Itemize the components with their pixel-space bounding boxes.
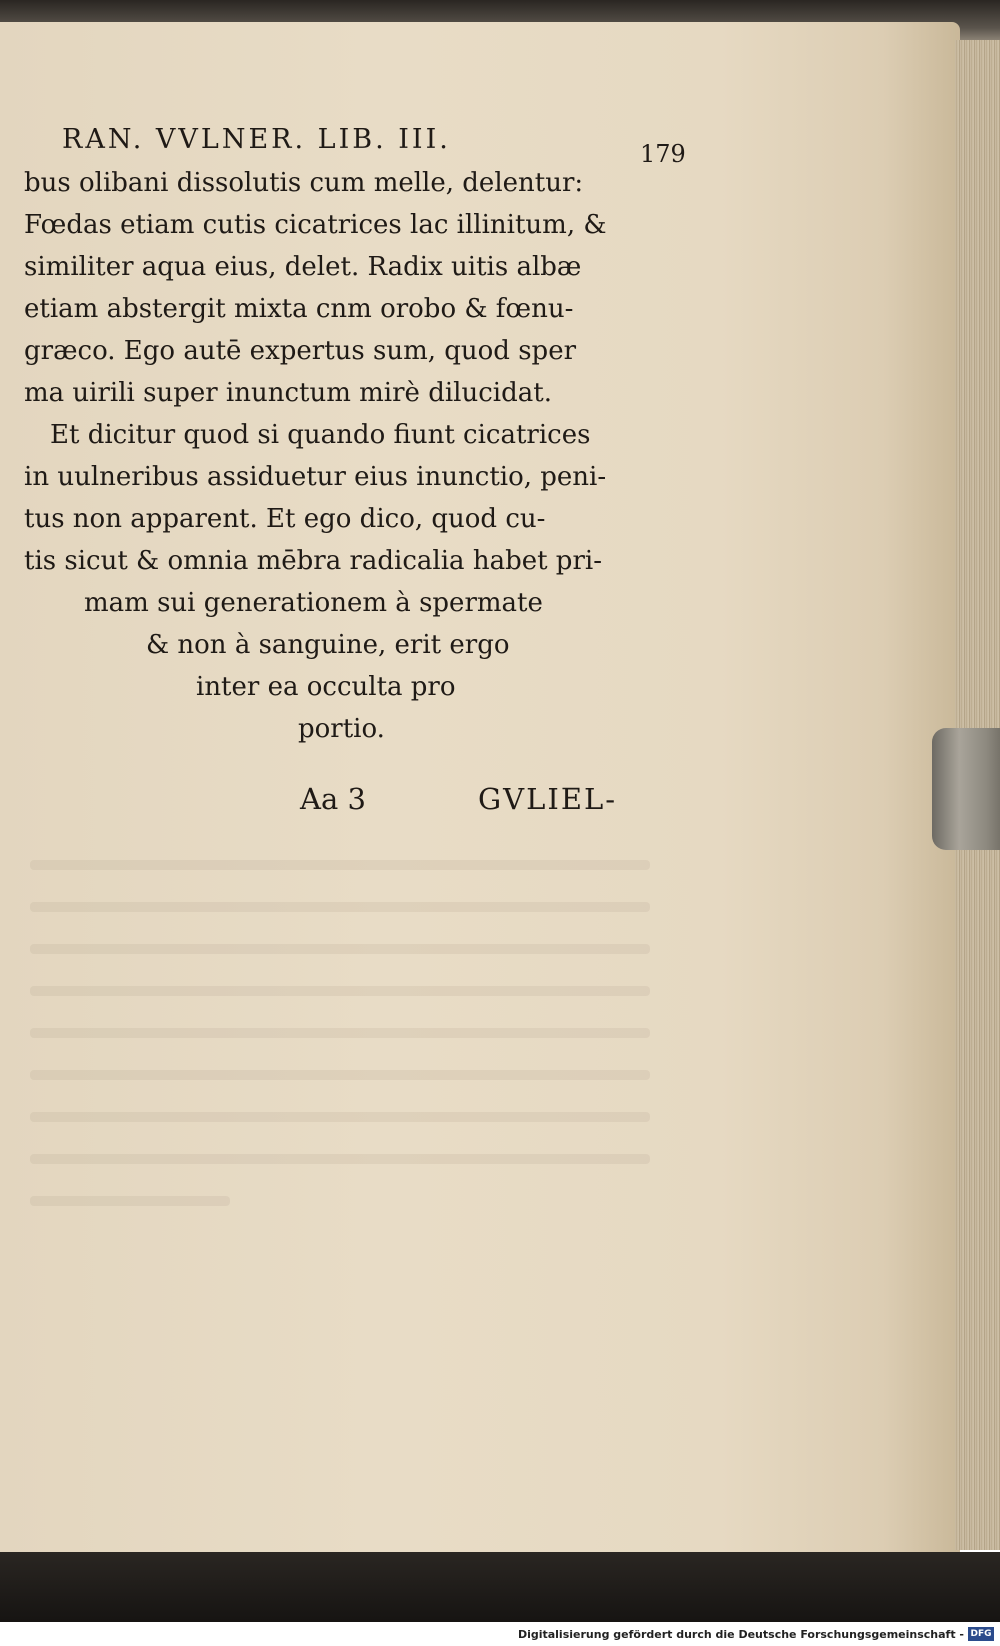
bleed-through-line [30, 1112, 650, 1122]
bleed-through-line [30, 860, 650, 870]
body-line-3: similiter aqua eius, delet. Radix uitis albæ [24, 252, 582, 282]
bookmark-tab [932, 728, 1000, 850]
book-bottom-edge [0, 1552, 1000, 1622]
body-line-9: tus non apparent. Et ego dico, quod cu- [24, 504, 546, 534]
funding-credit: Digitalisierung gefördert durch die Deutsche Forschungsgemeinschaft - [517, 1628, 964, 1641]
bleed-through-line [30, 1028, 650, 1038]
bleed-through-line [30, 1070, 650, 1080]
catchword: GVLIEL- [478, 782, 618, 816]
bleed-through-line [30, 1196, 230, 1206]
body-line-11: mam sui generationem à spermate [84, 588, 543, 618]
body-line-13: inter ea occulta pro [196, 672, 456, 702]
body-line-10: tis sicut & omnia mēbra radicalia habet pri- [24, 546, 602, 576]
bleed-through-line [30, 986, 650, 996]
body-line-6: ma uirili super inunctum mirè dilucidat. [24, 378, 552, 408]
bleed-through-line [30, 944, 650, 954]
dfg-logo-icon: DFG [968, 1627, 994, 1641]
body-line-4: etiam abstergit mixta cnm orobo & fœnu- [24, 294, 574, 324]
body-line-14: portio. [298, 714, 385, 744]
signature-mark: Aa 3 [300, 782, 366, 816]
bleed-through-line [30, 902, 650, 912]
body-line-5: græco. Ego autē expertus sum, quod sper [24, 336, 577, 366]
running-head: RAN. VVLNER. LIB. III. [62, 124, 451, 155]
bleed-through-line [30, 1154, 650, 1164]
folio-number: 179 [640, 140, 686, 168]
body-line-1: bus olibani dissolutis cum melle, delentur: [24, 168, 584, 198]
body-line-12: & non à sanguine, erit ergo [146, 630, 510, 660]
body-line-2: Fœdas etiam cutis cicatrices lac illinitum, & [24, 210, 607, 240]
body-line-8: in uulneribus assiduetur eius inunctio, peni- [24, 462, 607, 492]
body-line-7: Et dicitur quod si quando fiunt cicatrices [50, 420, 591, 450]
